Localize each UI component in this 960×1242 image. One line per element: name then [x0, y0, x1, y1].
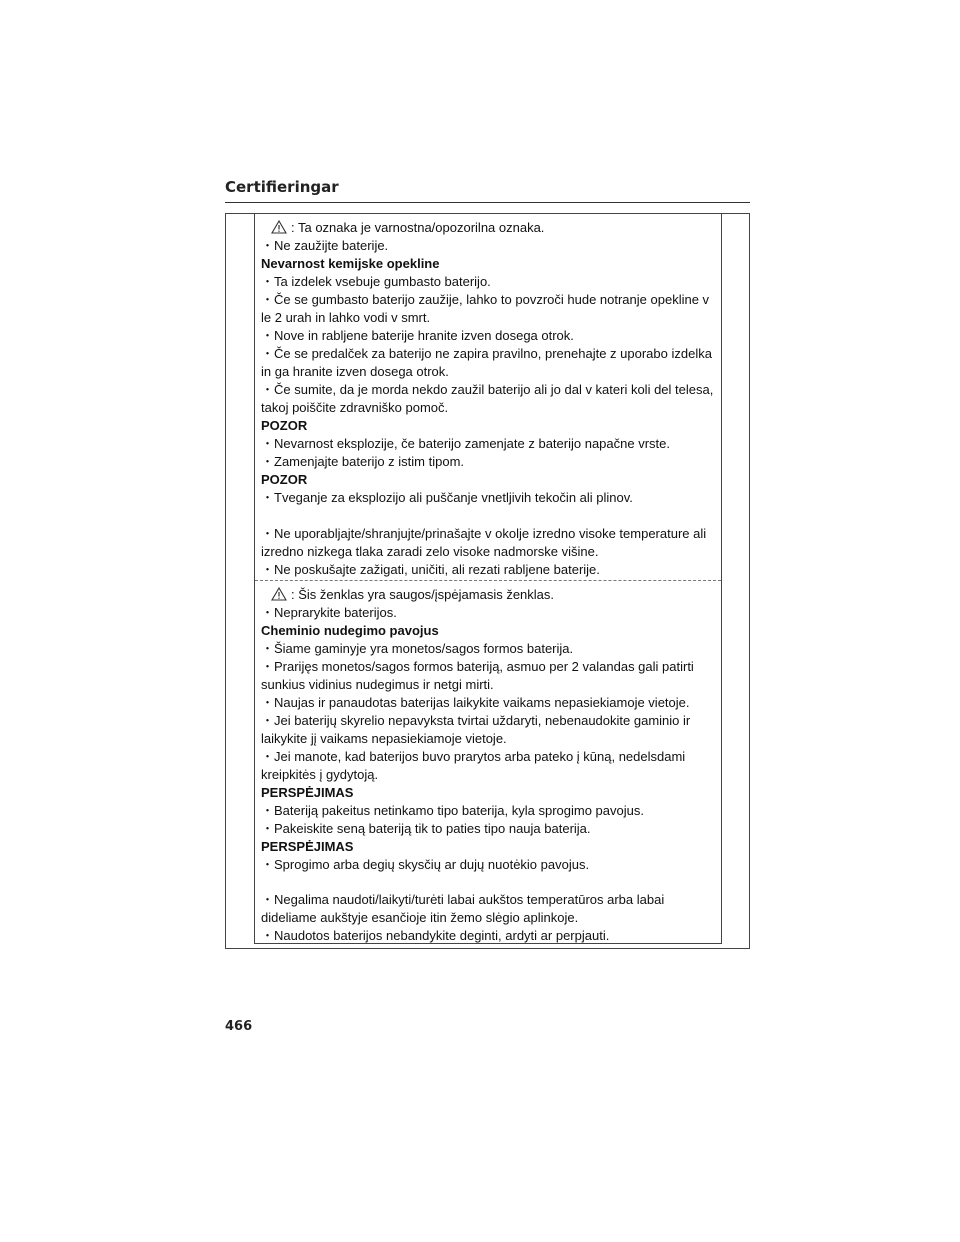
- warning-line: ・Ne uporabljajte/shranjujte/prinašajte v okolje izredno visoke temperature ali: [261, 526, 707, 541]
- warning-line: [261, 586, 554, 604]
- warning-line: ・Če sumite, da je morda nekdo zaužil baterijo ali jo dal v kateri koli del telesa,: [261, 382, 714, 397]
- warning-line: ・Če se gumbasto baterijo zaužije, lahko to povzroči hude notranje opekline v: [261, 292, 710, 307]
- warning-line: ・Ta izdelek vsebuje gumbasto baterijo.: [261, 274, 491, 289]
- warning-line: ・Jei manote, kad baterijos buvo prarytos arba pateko į kūną, nedelsdami: [261, 749, 686, 764]
- warning-line: izredno nizkega tlaka zaradi zelo visoke nadmorske višine.: [261, 544, 599, 559]
- warning-triangle-icon: [271, 220, 287, 234]
- warning-line: ・Negalima naudoti/laikyti/turėti labai aukštos temperatūros arba labai: [261, 892, 665, 907]
- warning-line: ・Prarijęs monetos/sagos formos bateriją, asmuo per 2 valandas gali patirti: [261, 659, 694, 674]
- warning-heading: Cheminio nudegimo pavojus: [261, 623, 439, 638]
- warning-line: ・Jei baterijų skyrelio nepavyksta tvirtai uždaryti, nebenaudokite gaminio ir: [261, 713, 691, 728]
- warning-line: ・Sprogimo arba degių skysčių ar dujų nuotėkio pavojus.: [261, 857, 590, 872]
- page-title: Certifieringar: [225, 178, 339, 196]
- warning-line-text: : Šis ženklas yra saugos/įspėjamasis ženklas.: [291, 587, 555, 602]
- section-slovenian: [255, 213, 721, 580]
- warning-line: kreipkitės į gydytoją.: [261, 767, 379, 782]
- warning-heading: PERSPĖJIMAS: [261, 839, 354, 854]
- warning-heading: PERSPĖJIMAS: [261, 785, 354, 800]
- warning-line: [261, 219, 544, 237]
- warning-line: ・Bateriją pakeitus netinkamo tipo baterija, kyla sprogimo pavojus.: [261, 803, 644, 818]
- warning-line: le 2 urah in lahko vodi v smrt.: [261, 310, 431, 325]
- warning-heading: Nevarnost kemijske opekline: [261, 256, 440, 271]
- warning-line: ・Nevarnost eksplozije, če baterijo zamenjate z baterijo napačne vrste.: [261, 436, 670, 451]
- warning-line: ・Zamenjajte baterijo z istim tipom.: [261, 454, 465, 469]
- page-number: 466: [225, 1019, 253, 1034]
- warning-line: ・Naujas ir panaudotas baterijas laikykite vaikams nepasiekiamoje vietoje.: [261, 695, 690, 710]
- warning-line: ・Če se predalček za baterijo ne zapira pravilno, prenehajte z uporabo izdelka: [261, 346, 712, 361]
- warning-line: ・Ne poskušajte zažigati, uničiti, ali rezati rabljene baterije.: [261, 562, 600, 577]
- warning-heading: POZOR: [261, 418, 308, 433]
- warning-line: laikykite jį vaikams nepasiekiamoje vietoje.: [261, 731, 507, 746]
- section-lithuanian: [255, 580, 721, 944]
- warning-line: takoj poiščite zdravniško pomoč.: [261, 400, 449, 415]
- warning-line: ・Naudotos baterijos nebandykite deginti, ardyti ar perpjauti.: [261, 928, 610, 943]
- warning-line: ・Tveganje za eksplozijo ali puščanje vnetljivih tekočin ali plinov.: [261, 490, 633, 505]
- warning-line: in ga hranite izven dosega otrok.: [261, 364, 449, 379]
- page-header: [225, 178, 750, 203]
- warning-line-text: : Ta oznaka je varnostna/opozorilna oznaka.: [291, 220, 545, 235]
- warning-panel: [254, 213, 722, 944]
- warning-line: ・Pakeiskite seną bateriją tik to paties tipo nauja baterija.: [261, 821, 591, 836]
- warning-heading: POZOR: [261, 472, 308, 487]
- warning-line: ・Nove in rabljene baterije hranite izven dosega otrok.: [261, 328, 574, 343]
- warning-triangle-icon: [271, 587, 287, 601]
- warning-line: sunkius vidinius nudegimus ir netgi mirti.: [261, 677, 494, 692]
- warning-line: ・Ne zaužijte baterije.: [261, 238, 389, 253]
- warning-line: ・Neprarykite baterijos.: [261, 605, 397, 620]
- warning-line: ・Šiame gaminyje yra monetos/sagos formos baterija.: [261, 641, 574, 656]
- warning-line: dideliame aukštyje esančioje itin žemo slėgio aplinkoje.: [261, 910, 579, 925]
